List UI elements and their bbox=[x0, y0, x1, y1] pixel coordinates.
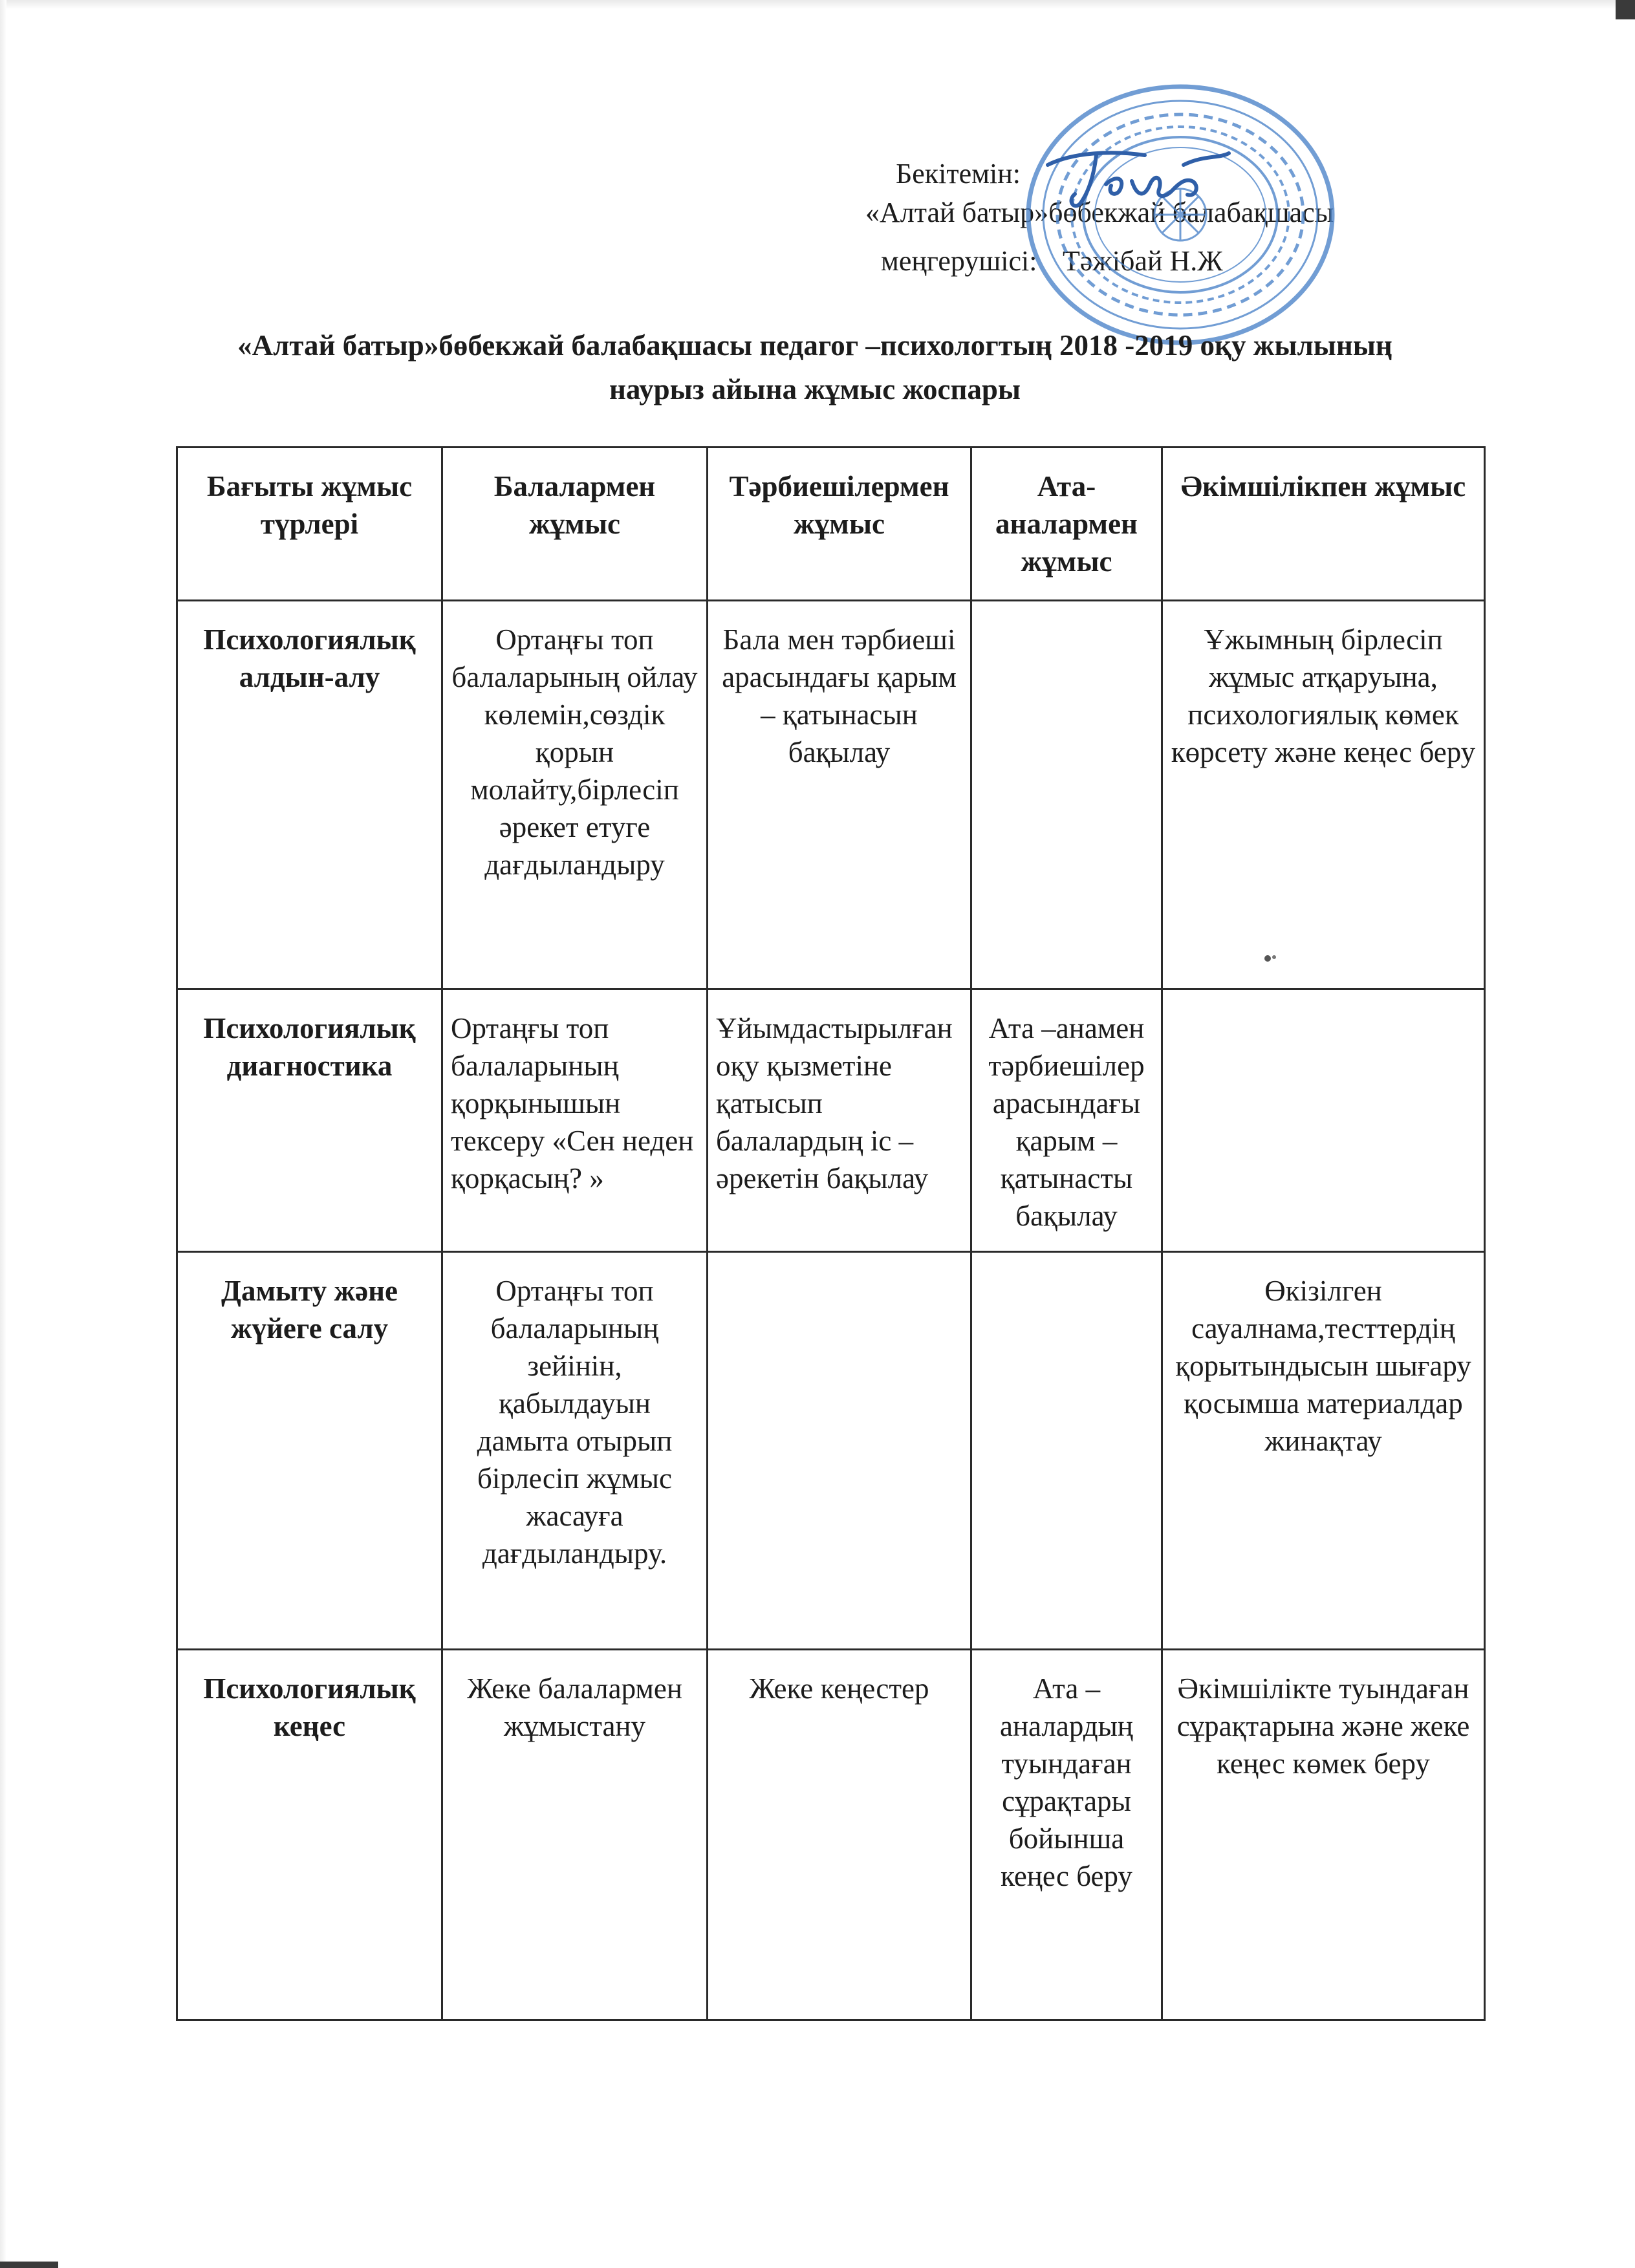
cell-administration bbox=[1162, 989, 1485, 1252]
header-children: Балалармен жұмыс bbox=[442, 448, 708, 601]
title-line-2: наурыз айына жұмыс жоспары bbox=[609, 373, 1021, 405]
header-administration: Әкімшілікпен жұмыс bbox=[1162, 448, 1485, 601]
scan-speck bbox=[1260, 952, 1279, 965]
table-row bbox=[177, 601, 1485, 989]
scan-edge-left bbox=[0, 0, 6, 2268]
cell-teachers: Ұйымдастырылған оқу қызметіне қатысып балалардың іс – әрекетін бақылау bbox=[708, 989, 971, 1252]
row-direction: Дамыту және жүйеге салу bbox=[177, 1252, 442, 1650]
table-header-row bbox=[177, 448, 1485, 601]
cell-children: Ортаңғы топ балаларының қорқынышын тексеру «Сен неден қорқасың? » bbox=[442, 989, 708, 1252]
cell-teachers bbox=[708, 1252, 971, 1650]
cell-parents bbox=[971, 601, 1162, 989]
cell-administration: Өкізілген сауалнама,тесттердің қорытындысын шығару қосымша материалдар жинақтау bbox=[1162, 1252, 1485, 1650]
work-plan-table bbox=[176, 446, 1486, 2021]
row-direction: Психологиялық диагностика bbox=[177, 989, 442, 1252]
official-stamp bbox=[1019, 78, 1342, 349]
cell-children: Ортаңғы топ балаларының зейінін, қабылдауын дамыта отырып бірлесіп жұмыс жасауға дағдыландыру. bbox=[442, 1252, 708, 1650]
approval-position: меңгерушісі: bbox=[881, 245, 1037, 277]
cell-parents: Ата – аналардың туындаған сұрақтары бойынша кеңес беру bbox=[971, 1650, 1162, 2020]
row-direction: Психологиялық кеңес bbox=[177, 1650, 442, 2020]
cell-administration: Ұжымның бірлесіп жұмыс атқаруына, психологиялық көмек көрсету және кеңес беру bbox=[1162, 601, 1485, 989]
cell-parents: Ата –анамен тәрбиешілер арасындағы қарым – қатынасты бақылау bbox=[971, 989, 1162, 1252]
cell-administration: Әкімшілікте туындаған сұрақтарына және жеке кеңес көмек беру bbox=[1162, 1650, 1485, 2020]
row-direction: Психологиялық алдын-алу bbox=[177, 601, 442, 989]
document-title bbox=[142, 323, 1488, 411]
cell-parents bbox=[971, 1252, 1162, 1650]
approval-name: Тәжібай Н.Ж bbox=[1063, 245, 1223, 277]
title-line-1: «Алтай батыр»бөбекжай балабақшасы педагог –психологтың 2018 -2019 оқу жылының bbox=[237, 329, 1392, 362]
header-direction: Бағыты жұмыс түрлері bbox=[177, 448, 442, 601]
header-parents: Ата-аналармен жұмыс bbox=[971, 448, 1162, 601]
cell-teachers: Бала мен тәрбиеші арасындағы қарым – қатынасын бақылау bbox=[708, 601, 971, 989]
cell-children: Ортаңғы топ балаларының ойлау көлемін,сөздік қорын молайту,бірлесіп әрекет етуге дағдыландыру bbox=[442, 601, 708, 989]
cell-teachers: Жеке кеңестер bbox=[708, 1650, 971, 2020]
cell-children: Жеке балалармен жұмыстану bbox=[442, 1650, 708, 2020]
table-row bbox=[177, 1650, 1485, 2020]
approval-label: Бекітемін: bbox=[896, 158, 1021, 189]
approval-organization: «Алтай батыр»бөбекжай балабақшасы bbox=[865, 197, 1334, 228]
scan-corner-mark bbox=[1616, 0, 1635, 19]
table-row bbox=[177, 1252, 1485, 1650]
header-teachers: Тәрбиешілермен жұмыс bbox=[708, 448, 971, 601]
scan-bottom-mark bbox=[0, 2262, 58, 2268]
signature bbox=[1035, 139, 1235, 210]
scan-edge-top bbox=[0, 0, 1635, 9]
table-row bbox=[177, 989, 1485, 1252]
